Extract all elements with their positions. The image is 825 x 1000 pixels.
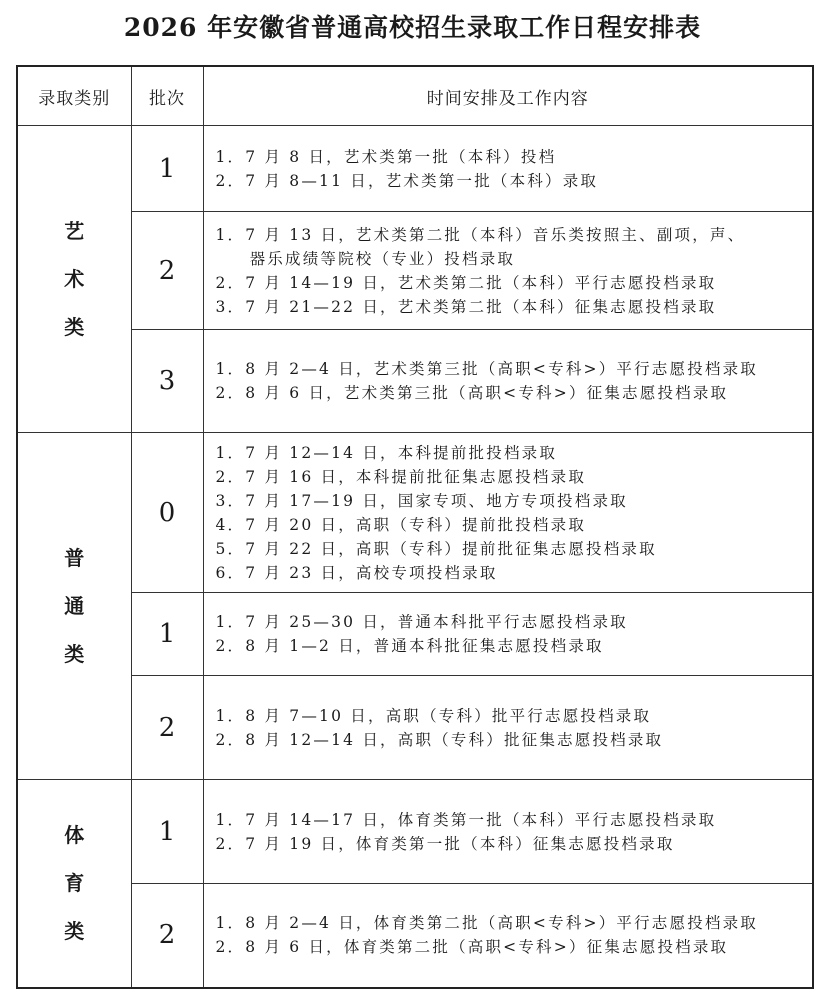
batch-number: 1 [131, 126, 203, 212]
batch-number: 3 [131, 330, 203, 433]
batch-number: 2 [131, 676, 203, 780]
table-row [17, 593, 813, 676]
category-art: 艺 术 类 [17, 126, 131, 433]
batch-number: 2 [131, 884, 203, 988]
batch-number: 2 [131, 212, 203, 330]
schedule-content: 1．8 月 2—4 日，体育类第二批（高职<专科>）平行志愿投档录取 2．8 月 6 日，体育类第二批（高职<专科>）征集志愿投档录取 [203, 884, 813, 988]
schedule-content: 1．8 月 2—4 日，艺术类第三批（高职<专科>）平行志愿投档录取 2．8 月 6 日，艺术类第三批（高职<专科>）征集志愿投档录取 [203, 330, 813, 433]
category-sports: 体 育 类 [17, 780, 131, 988]
table-header-row [17, 66, 813, 126]
table-row [17, 126, 813, 212]
schedule-content: 1．7 月 8 日，艺术类第一批（本科）投档 2．7 月 8—11 日，艺术类第一批（本科）录取 [203, 126, 813, 212]
schedule-content: 1．7 月 12—14 日，本科提前批投档录取 2．7 月 16 日，本科提前批征集志愿投档录取 3．7 月 17—19 日，国家专项、地方专项投档录取 4．7 月 20 日，高职（专科）提前批投档录取 5．7 月 22 日，高职（专科）提前批征集志愿投档录取 6．7 月 23 日，高校专项投档录取 [203, 433, 813, 593]
schedule-content: 1．7 月 13 日，艺术类第二批（本科）音乐类按照主、副项，声、 器乐成绩等院校（专业）投档录取 2．7 月 14—19 日，艺术类第二批（本科）平行志愿投档录取 3．7 月 21—22 日，艺术类第二批（本科）征集志愿投档录取 [203, 212, 813, 330]
table-row [17, 884, 813, 988]
schedule-content: 1．8 月 7—10 日，高职（专科）批平行志愿投档录取 2．8 月 12—14 日，高职（专科）批征集志愿投档录取 [203, 676, 813, 780]
schedule-content: 1．7 月 25—30 日，普通本科批平行志愿投档录取 2．8 月 1—2 日，普通本科批征集志愿投档录取 [203, 593, 813, 676]
table-row [17, 780, 813, 884]
table-row [17, 433, 813, 593]
page-title: 2026 年安徽省普通高校招生录取工作日程安排表 [123, 13, 702, 42]
header-content: 时间安排及工作内容 [203, 66, 813, 126]
batch-number: 0 [131, 433, 203, 593]
schedule-content: 1．7 月 14—17 日，体育类第一批（本科）平行志愿投档录取 2．7 月 19 日，体育类第一批（本科）征集志愿投档录取 [203, 780, 813, 884]
batch-number: 1 [131, 593, 203, 676]
header-category: 录取类别 [17, 66, 131, 126]
batch-number: 1 [131, 780, 203, 884]
schedule-table [16, 65, 814, 989]
header-batch: 批次 [131, 66, 203, 126]
table-row [17, 676, 813, 780]
category-general: 普 通 类 [17, 433, 131, 780]
table-row [17, 212, 813, 330]
table-row [17, 330, 813, 433]
